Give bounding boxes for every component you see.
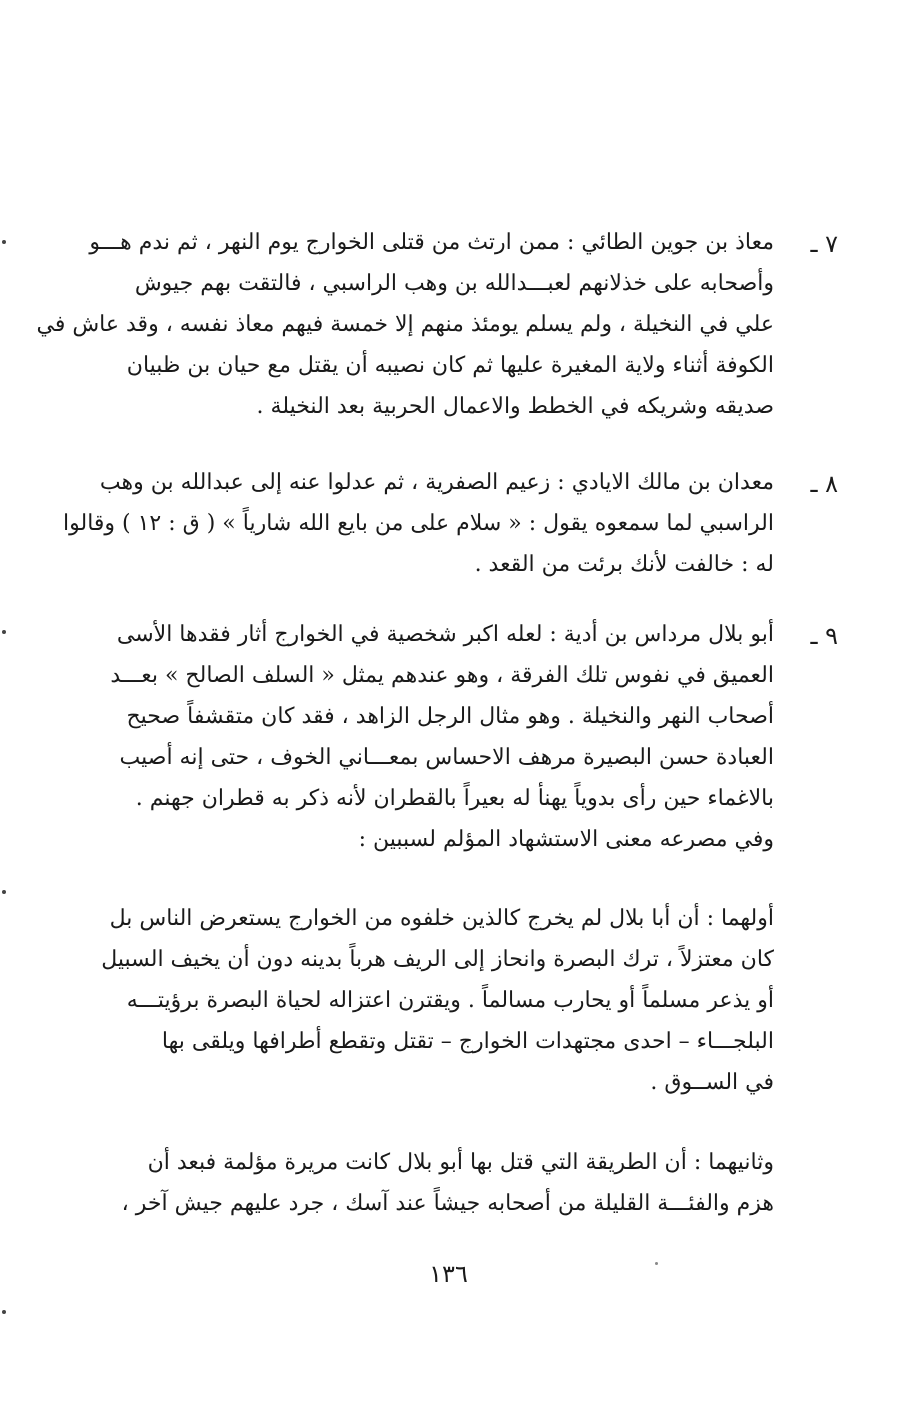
- text-line: البلجـــاء – احدى مجتهدات الخوارج – تقتل وتقطع أطرافها ويلقى بها: [161, 1029, 774, 1054]
- entry-text: [63, 462, 774, 585]
- biography-entry-7: [36, 222, 838, 427]
- biography-entry-9: [108, 614, 838, 860]
- text-line: العميق في نفوس تلك الفرقة ، وهو عندهم يمثل « السلف الصالح » بعـــد: [110, 663, 774, 688]
- text-line: له : خالفت لأنك برئت من القعد .: [474, 552, 774, 577]
- entry-number-value: ٧: [825, 230, 838, 258]
- biography-entry-8: [63, 462, 838, 585]
- entry-dash: ـ: [810, 230, 818, 258]
- scan-speck: [2, 1310, 6, 1314]
- text-line: أو يذعر مسلماً أو يحارب مسالماً . ويقترن اعتزاله لحياة البصرة برؤيتـــه: [126, 988, 774, 1013]
- entry-text: [108, 614, 774, 860]
- scan-speck: [2, 240, 6, 244]
- text-line: علي في النخيلة ، ولم يسلم يومئذ منهم إلا خمسة فيهم معاذ نفسه ، وقد عاش في: [36, 312, 774, 337]
- text-line: معاذ بن جوين الطائي : ممن ارتث من قتلى الخوارج يوم النهر ، ثم ندم هـــو: [89, 230, 774, 255]
- text-line: العبادة حسن البصيرة مرهف الاحساس بمعـــاني الخوف ، حتى إنه أصيب: [119, 745, 774, 770]
- text-line: الراسبي لما سمعوه يقول : « سلام على من بايع الله شارياً » ( ق : ١٢ ) وقالوا: [63, 511, 774, 536]
- text-line: وأصحابه على خذلانهم لعبـــدالله بن وهب الراسبي ، فالتقت بهم جيوش: [134, 271, 774, 296]
- text-line: الكوفة أثناء ولاية المغيرة عليها ثم كان نصيبه أن يقتل مع حيان بن ظبيان: [126, 353, 774, 378]
- text-line: أولهما : أن أبا بلال لم يخرج كالذين خلفوه من الخوارج يستعرض الناس بل: [109, 906, 774, 931]
- entry-number-value: ٨: [825, 470, 838, 498]
- scan-speck: [2, 890, 6, 894]
- entry-number-value: ٩: [825, 622, 838, 650]
- page-number: ١٣٦: [429, 1260, 468, 1288]
- text-line: أصحاب النهر والنخيلة . وهو مثال الرجل الزاهد ، فقد كان متقشفاً صحيح: [126, 704, 774, 729]
- first-reason-paragraph: [101, 898, 774, 1103]
- text-line: في الســوق .: [650, 1070, 774, 1095]
- text-line: صديقه وشريكه في الخطط والاعمال الحربية بعد النخيلة .: [256, 394, 774, 419]
- text-line: كان معتزلاً ، ترك البصرة وانحاز إلى الريف هرباً بدينه دون أن يخيف السبيل: [101, 947, 774, 972]
- text-line: بالاغماء حين رأى بدوياً يهنأ له بعيراً بالقطران لأنه ذكر به قطران جهنم .: [135, 786, 774, 811]
- entry-number: [774, 222, 838, 266]
- text-line: وفي مصرعه معنى الاستشهاد المؤلم لسببين :: [358, 827, 774, 852]
- entry-number: [774, 614, 838, 658]
- second-reason-paragraph: [108, 1142, 774, 1224]
- entry-number: [774, 462, 838, 506]
- text-line: معدان بن مالك الايادي : زعيم الصفرية ، ثم عدلوا عنه إلى عبدالله بن وهب: [99, 470, 774, 495]
- entry-text: [36, 222, 774, 427]
- entry-dash: ـ: [810, 622, 818, 650]
- text-line: وثانيهما : أن الطريقة التي قتل بها أبو بلال كانت مريرة مؤلمة فبعد أن: [147, 1150, 774, 1175]
- scan-speck: [2, 630, 6, 634]
- text-line: هزم والفئـــة القليلة من أصحابه جيشاً عند آسك ، جرد عليهم جيش آخر ،: [121, 1191, 774, 1216]
- scan-speck: [655, 1262, 658, 1265]
- entry-dash: ـ: [810, 470, 818, 498]
- text-line: أبو بلال مرداس بن أدية : لعله اكبر شخصية في الخوارج أثار فقدها الأسى: [116, 622, 774, 647]
